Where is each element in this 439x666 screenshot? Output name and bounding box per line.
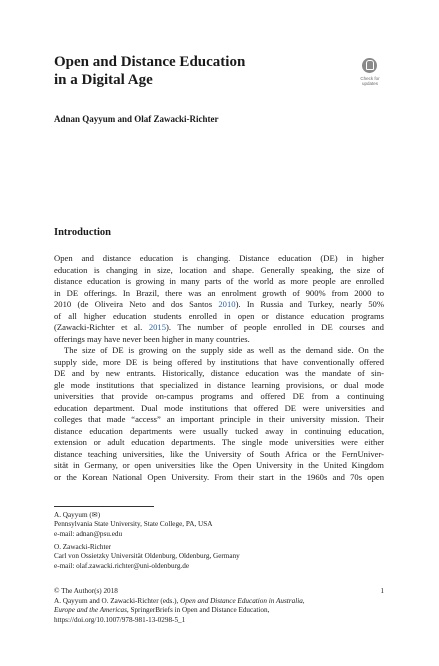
p1-line: offerings may have never been higher in many countries. xyxy=(54,333,250,344)
citation-line-1: A. Qayyum and O. Zawacki-Richter (eds.), Open and Distance Education in Australia, xyxy=(54,596,305,605)
page-number: 1 xyxy=(380,587,384,595)
p2-line: sität in Germany, or open universities like the Open University in the United Kingdom xyxy=(54,460,384,471)
p2-line: distance education departments were usually tucked away in continuing education, xyxy=(54,425,384,436)
affiliation-institution: Pennsylvania State University, State College, PA, USA xyxy=(54,520,213,529)
badge-label-1: Check for xyxy=(360,76,380,81)
p2-line: colleges that made “access” an important principle in their university mission. Their xyxy=(54,414,384,425)
title-line-1: Open and Distance Education xyxy=(54,54,246,70)
p1-line: (Zawacki-Richter et al. 2015). The number of people enrolled in DE courses and xyxy=(54,322,384,333)
citation-link-2015[interactable]: 2015 xyxy=(148,322,166,333)
footnote-divider xyxy=(54,506,154,507)
p2-line: distance teaching universities, like the University of South Africa or the FernUniver- xyxy=(54,448,384,459)
p1-line: in DE offerings. In Brazil, there was an enrolment growth of 900% from 2000 to xyxy=(54,287,384,298)
paper-title xyxy=(54,53,334,89)
p1-line: 2010 (de Oliveira Neto and dos Santos 2010). In Russia and Turkey, nearly 50% xyxy=(54,299,385,310)
p1-line: of all higher education students enrolled in open or distance education programs xyxy=(54,310,384,321)
badge-label-2: updates xyxy=(361,81,378,86)
p2-line: education department. Dual mode institutions that offered DE were universities and xyxy=(54,402,384,413)
affiliation-name: O. Zawacki-Richter xyxy=(54,543,112,551)
p2-line: DE and by new entrants. Historically, distance education was the mandate of sin- xyxy=(54,368,384,379)
affiliation-name: A. Qayyum (✉) xyxy=(54,511,101,519)
author-list: Adnan Qayyum and Olaf Zawacki-Richter xyxy=(54,114,219,124)
p1-line: distance education is growing in many parts of the world as more people are enrolled xyxy=(54,276,384,287)
affiliation-1 xyxy=(54,511,212,539)
copyright: © The Author(s) 2018 xyxy=(54,587,118,595)
p2-line: or the Korean National Open University. From their start in the 1960s and 70s open xyxy=(54,471,384,482)
affiliation-institution: Carl von Ossietzky Universität Oldenburg, Oldenburg, Germany xyxy=(54,552,240,561)
check-for-updates-badge[interactable] xyxy=(355,57,385,91)
p1-line: education is changing in size, location and shape. Generally speaking, the size of xyxy=(54,264,384,275)
page-footer xyxy=(54,587,384,625)
section-heading: Introduction xyxy=(54,227,111,238)
affiliation-email[interactable]: e-mail: olaf.zawacki.richter@uni-oldenburg.de xyxy=(54,561,190,570)
p2-line: extension or adult education departments. The single mode universities were either xyxy=(54,437,384,448)
p2-line: The size of DE is growing on the supply side as well as the demand side. On the xyxy=(64,345,384,356)
body-text xyxy=(54,253,384,483)
affiliation-email[interactable]: e-mail: adnan@psu.edu xyxy=(54,529,123,538)
check-for-updates-icon xyxy=(362,58,377,73)
affiliation-2 xyxy=(54,543,240,571)
p2-line: universities that provide on-campus programs and offered DE from a continuing xyxy=(54,391,384,402)
p1-line: Open and distance education is changing. Distance education (DE) in higher xyxy=(54,253,384,263)
title-line-2: in a Digital Age xyxy=(54,72,153,88)
citation-link-2010[interactable]: 2010 xyxy=(218,299,236,310)
doi-link[interactable]: https://doi.org/10.1007/978-981-13-0298-5_1 xyxy=(54,615,186,624)
p2-line: gle mode institutions that specialized in distance learning provisions, or dual mode xyxy=(54,379,384,390)
citation-line-2: Europe and the Americas, SpringerBriefs in Open and Distance Education, xyxy=(54,606,270,614)
p2-line: supply side, more DE is being offered by institutions that have conventionally offered xyxy=(54,356,384,367)
